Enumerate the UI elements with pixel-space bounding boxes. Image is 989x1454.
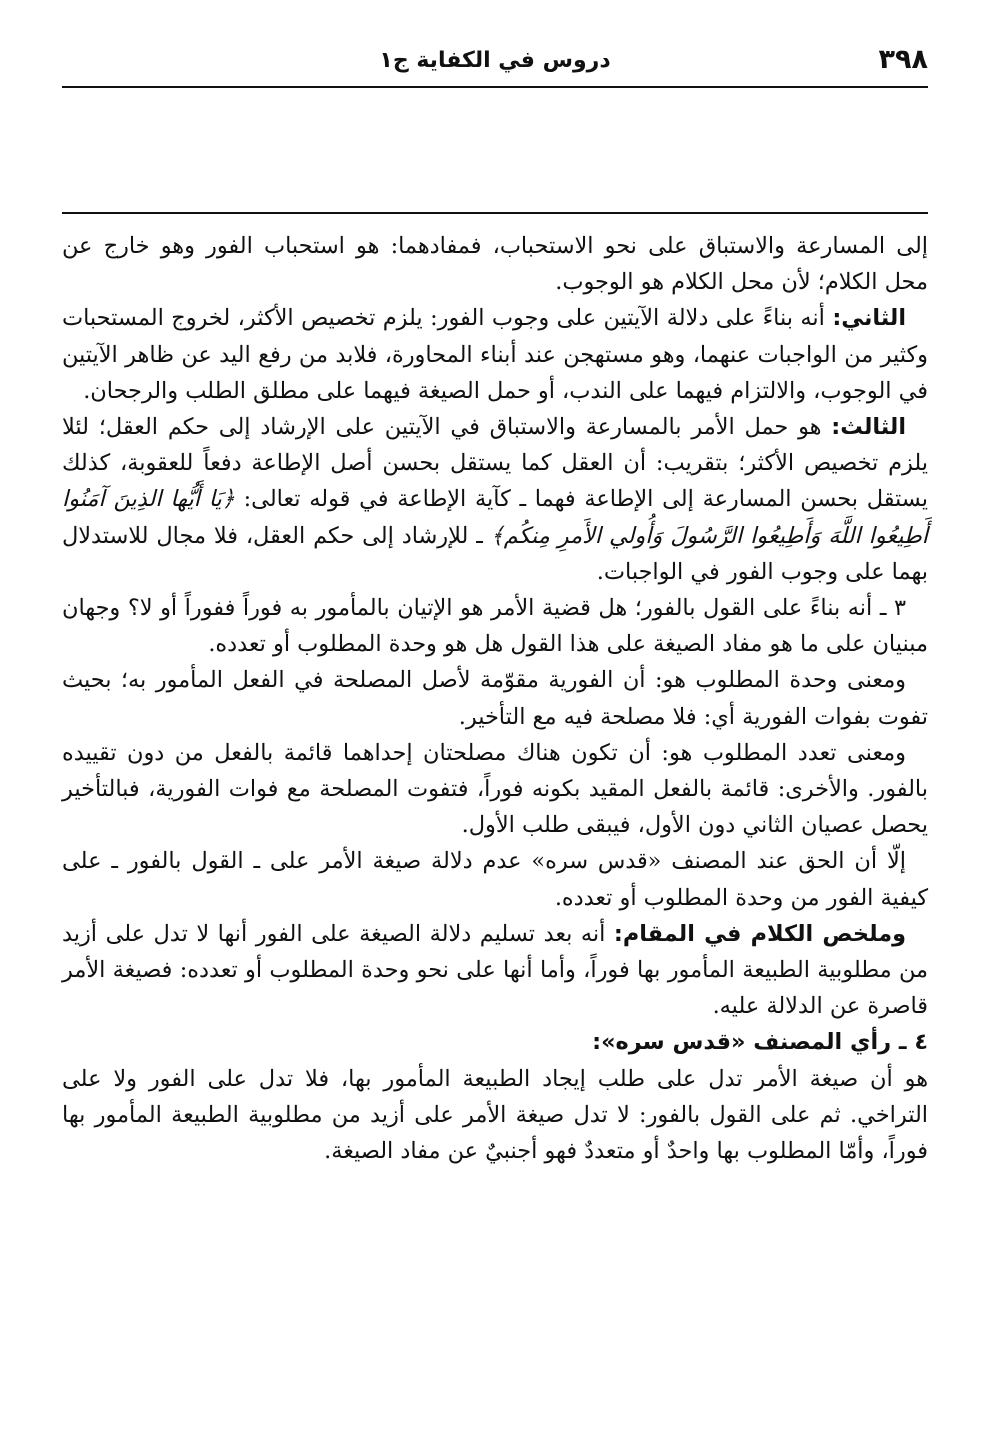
quran-verse: ﴿يَا أَيُّها الذِينَ آمَنُوا أَطِيعُوا اللَّهَ وَأَطِيعُوا الرَّسُولَ وَأُولي الأَمرِ مِنكُم﴾ xyxy=(62,486,928,549)
paragraph-lead: وملخص الكلام في المقام: xyxy=(613,920,906,947)
paragraph-text: إلّا أن الحق عند المصنف «قدس سره» عدم دلالة صيغة الأمر على ـ القول بالفور ـ على كيفية الفور من وحدة المطلوب أو تعدده. xyxy=(62,848,928,911)
paragraph-lead: الثالث: xyxy=(831,414,906,441)
body-text xyxy=(62,228,928,1169)
paragraph-text: ومعنى وحدة المطلوب هو: أن الفورية مقوّمة لأصل المصلحة في الفعل المأمور به؛ بحيث تفوت بفوات الفورية أي: فلا مصلحة فيه مع التأخير. xyxy=(62,667,928,730)
page-number: ٣٩٨ xyxy=(878,44,928,75)
paragraph-third-point xyxy=(62,409,928,590)
footnote-separator-line xyxy=(62,212,928,214)
paragraph-author-view xyxy=(62,843,928,915)
paragraph-summary xyxy=(62,916,928,1025)
paragraph-final xyxy=(62,1061,928,1170)
paragraph-unity-of-demand xyxy=(62,662,928,734)
paragraph-text: إلى المسارعة والاستباق على نحو الاستحباب، فمفادهما: هو استحباب الفور وهو خارج عن محل الكلام؛ لأن محل الكلام هو الوجوب. xyxy=(62,233,928,296)
paragraph-second-point xyxy=(62,300,928,409)
book-page xyxy=(62,40,928,1440)
paragraph-text: ٣ ـ أنه بناءً على القول بالفور؛ هل قضية الأمر هو الإتيان بالمأمور به فوراً ففوراً أو لا؟ وجهان مبنيان على ما هو مفاد الصيغة على هذا القول هل هو وحدة المطلوب أو تعدده. xyxy=(62,595,928,658)
book-title: دروس في الكفاية ج١ xyxy=(379,48,611,73)
running-header xyxy=(62,40,928,88)
paragraph-text: ومعنى تعدد المطلوب هو: أن تكون هناك مصلحتان إحداهما قائمة بالفعل من دون تقييده بالفور. والأخرى: قائمة بالفعل المقيد بكونه فوراً، فتفوت المصلحة مع فوات الفورية، فبالتأخير يحصل عصيان الثاني دون الأول، فيبقى طلب الأول. xyxy=(62,739,928,839)
paragraph-lead: الثاني: xyxy=(832,305,906,332)
paragraph-continuation xyxy=(62,228,928,300)
paragraph-point-three xyxy=(62,590,928,662)
paragraph-text: أنه بعد تسليم دلالة الصيغة على الفور أنها لا تدل على أزيد من مطلوبية الطبيعة المأمور بها فوراً، وأما أنها على نحو وحدة المطلوب أو تعدده: فصيغة الأمر قاصرة عن الدلالة عليه. xyxy=(62,920,928,1020)
section-heading: ٤ ـ رأي المصنف «قدس سره»: xyxy=(592,1029,928,1056)
paragraph-multiplicity-of-demand xyxy=(62,735,928,844)
paragraph-text: ـ للإرشاد إلى حكم العقل، فلا مجال للاستدلال بهما على وجوب الفور في الواجبات. xyxy=(62,522,928,585)
paragraph-text: أنه بناءً على دلالة الآيتين على وجوب الفور: يلزم تخصيص الأكثر، لخروج المستحبات وكثير من الواجبات عنهما، وهو مستهجن عند أبناء المحاورة، فلابد من رفع اليد عن ظاهر الآيتين في الوجوب، والالتزام فيهما على الندب، أو حمل الصيغة فيهما على مطلق الطلب والرجحان. xyxy=(62,305,928,404)
paragraph-text: هو حمل الأمر بالمسارعة والاستباق في الآيتين على الإرشاد إلى حكم العقل؛ لئلا يلزم تخصيص الأكثر؛ بتقريب: أن العقل كما يستقل بحسن أصل الإطاعة دفعاً للعقوبة، كذلك يستقل بحسن المسارعة إلى الإطاعة فهما ـ كآية الإطاعة في قوله تعالى: xyxy=(62,414,928,513)
paragraph-text: هو أن صيغة الأمر تدل على طلب إيجاد الطبيعة المأمور بها، فلا تدل على الفور ولا على التراخي. ثم على القول بالفور: لا تدل صيغة الأمر على أزيد من مطلوبية الطبيعة المأمور بها فوراً، وأمّا المطلوب بها واحدٌ أو متعددٌ فهو أجنبيٌ عن مفاد الصيغة. xyxy=(62,1065,928,1165)
